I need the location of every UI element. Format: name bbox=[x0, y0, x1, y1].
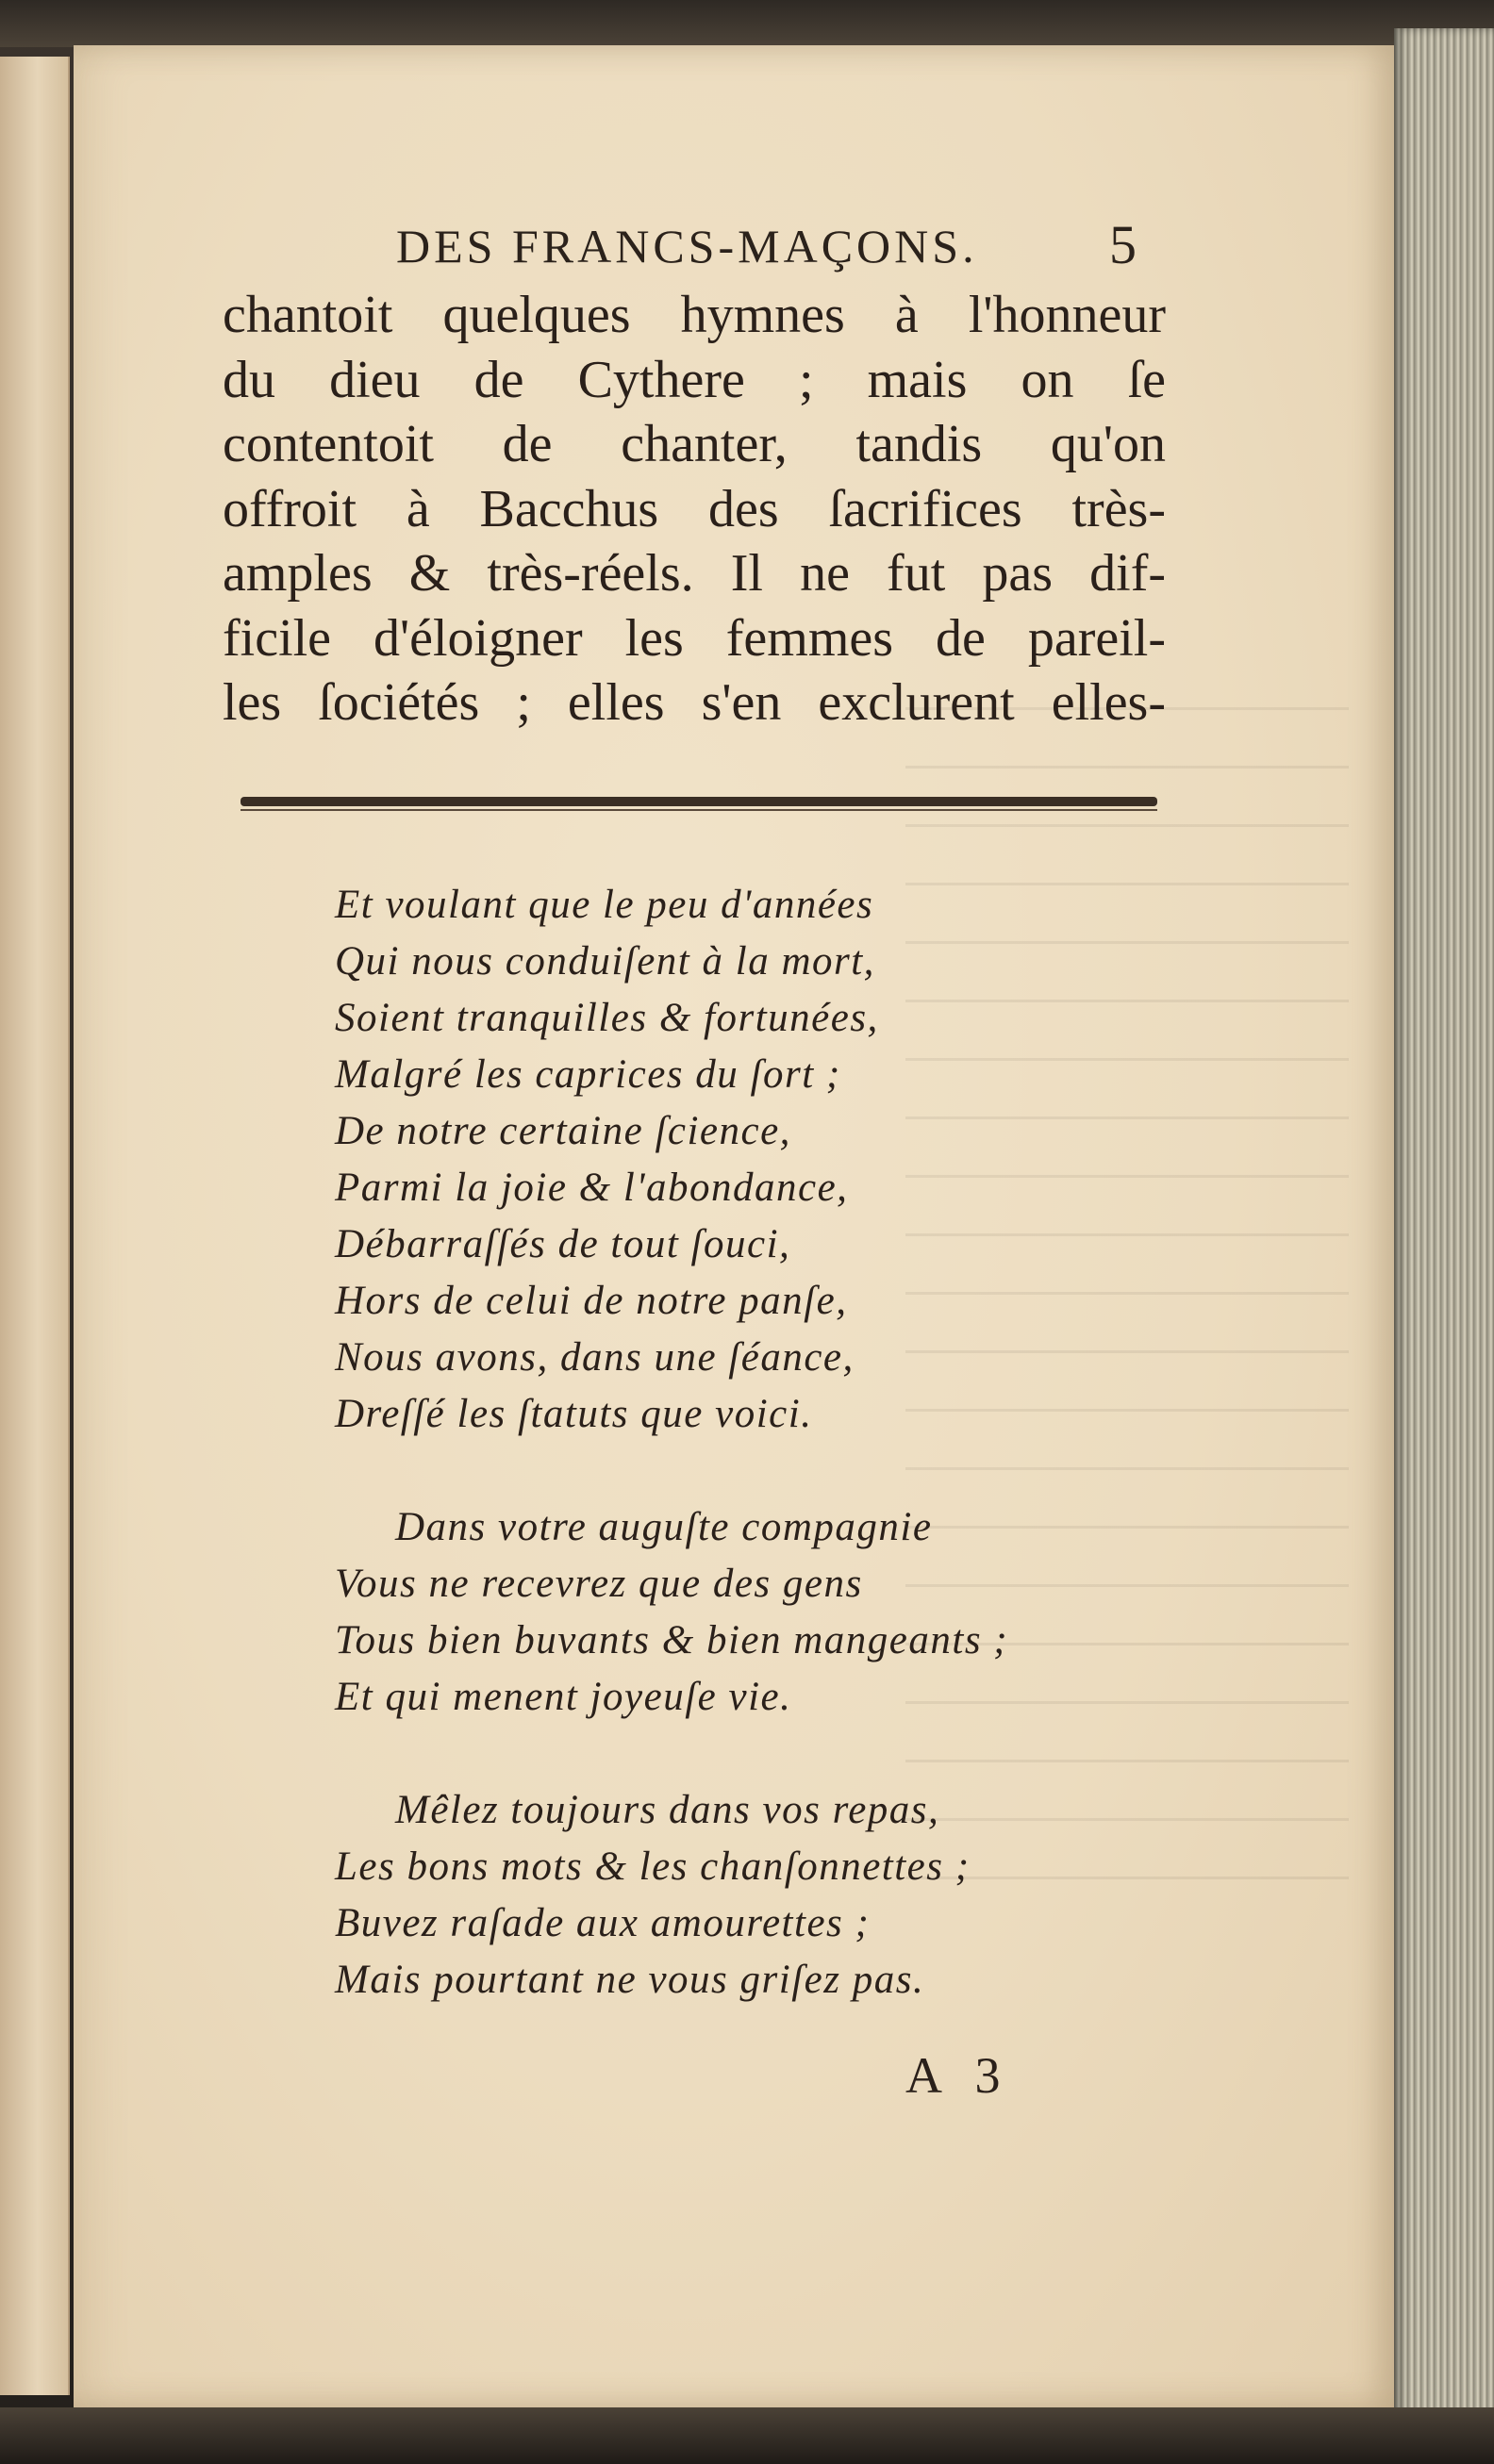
prose-line: chantoit quelques hymnes à l'honneur bbox=[223, 286, 1166, 344]
verse-block bbox=[335, 877, 1165, 2009]
prose-line: contentoit de chanter, tandis qu'on bbox=[223, 415, 1166, 473]
prose-line: ficile d'éloigner les femmes de pareil- bbox=[223, 608, 1166, 668]
verse-line: Soient tranquilles & fortunées, bbox=[335, 996, 879, 1040]
verse-line: Et voulant que le peu d'années bbox=[335, 883, 874, 927]
signature-mark: A 3 bbox=[905, 2047, 1012, 2104]
verse-line: Vous ne recevrez que des gens bbox=[335, 1562, 863, 1606]
top-binding-edge bbox=[0, 0, 1494, 47]
verse-line: Nous avons, dans une ſéance, bbox=[335, 1335, 855, 1380]
bottom-binding-edge bbox=[0, 2407, 1494, 2464]
verse-line: Hors de celui de notre panſe, bbox=[335, 1279, 848, 1323]
verse-line: Et qui menent joyeuſe vie. bbox=[335, 1675, 792, 1719]
prose-line: offroit à Bacchus des ſacrifices très- bbox=[223, 479, 1166, 538]
prose-line: du dieu de Cythere ; mais on ſe bbox=[223, 350, 1166, 409]
running-head: DES FRANCS-MAÇONS. bbox=[396, 220, 978, 273]
prose-line: les ſociétés ; elles s'en exclurent elles- bbox=[223, 673, 1166, 732]
verse-line: Tous bien buvants & bien mangeants ; bbox=[335, 1618, 1009, 1662]
verse-line: Les bons mots & les chanſonnettes ; bbox=[335, 1844, 971, 1889]
prose-line: amples & très-réels. Il ne fut pas dif- bbox=[223, 544, 1166, 603]
page-number: 5 bbox=[1109, 214, 1137, 275]
verse-line: De notre certaine ſcience, bbox=[335, 1109, 791, 1153]
stanza-gap bbox=[335, 1443, 1165, 1499]
page-block-edge bbox=[1394, 28, 1494, 2423]
verse-line: Mêlez toujours dans vos repas, bbox=[395, 1788, 940, 1832]
verse-line: Qui nous conduiſent à la mort, bbox=[335, 939, 875, 984]
verse-line: Parmi la joie & l'abondance, bbox=[335, 1166, 849, 1210]
verse-line: Buvez raſade aux amourettes ; bbox=[335, 1901, 871, 1945]
footnote-rule bbox=[241, 797, 1157, 806]
verse-line: Malgré les caprices du ſort ; bbox=[335, 1052, 841, 1097]
verse-line: Mais pourtant ne vous griſez pas. bbox=[335, 1958, 925, 2002]
prose-block bbox=[223, 283, 1166, 736]
verse-line: Dreſſé les ſtatuts que voici. bbox=[335, 1392, 813, 1436]
left-page-edge bbox=[0, 57, 70, 2395]
stanza-gap bbox=[335, 1726, 1165, 1782]
verse-line: Dans votre auguſte compagnie bbox=[395, 1505, 933, 1549]
verse-line: Débarraſſés de tout ſouci, bbox=[335, 1222, 791, 1266]
